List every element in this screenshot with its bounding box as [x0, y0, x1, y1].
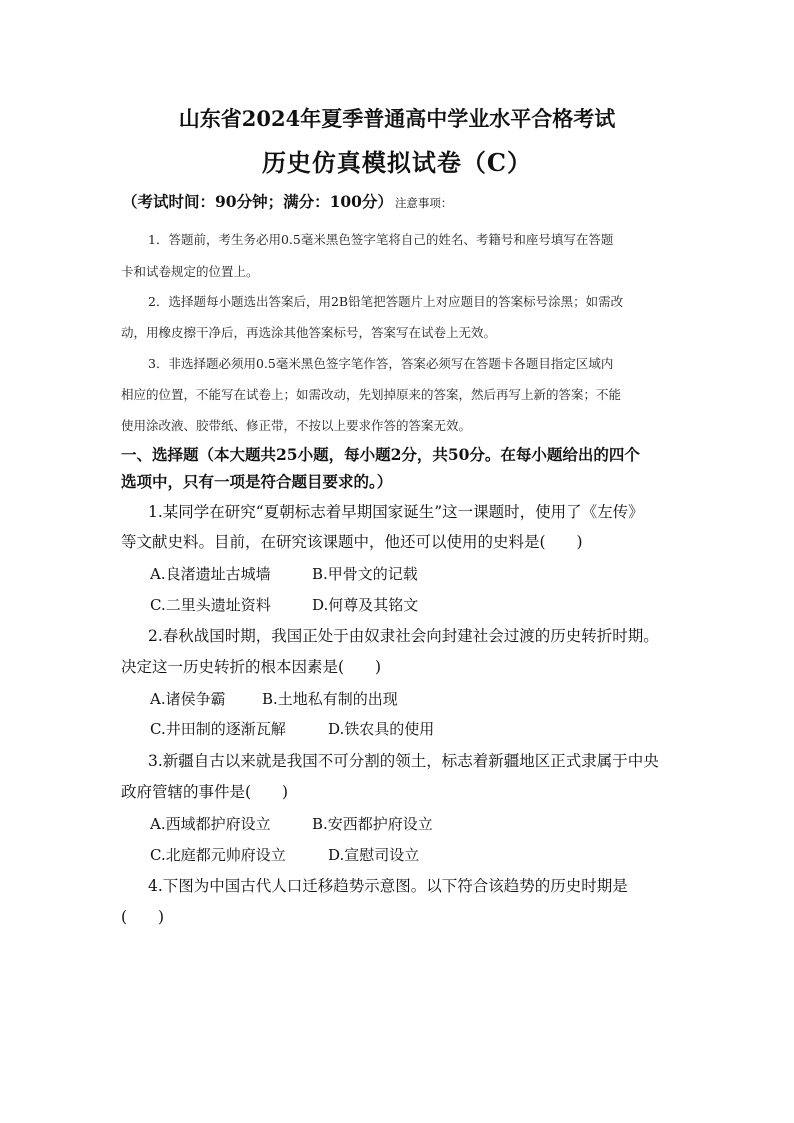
question-1-stem-line-2: 等文献史料。目前，在研究该课题中，他还可以使用的史料是( ) [121, 533, 583, 551]
question-2-stem-line-2: 决定这一历史转折的根本因素是( ) [121, 658, 382, 676]
question-3-option-b: B.安西都护府设立 [312, 815, 433, 833]
question-4-stem-line-2: ( ) [121, 908, 165, 926]
question-4-stem-line-1: 4.下图为中国古代人口迁移趋势示意图。以下符合该趋势的历史时期是 [148, 877, 628, 895]
question-3-option-d: D.宣慰司设立 [328, 846, 420, 864]
notes-label: 注意事项： [394, 196, 453, 210]
notice-3-line-3: 使用涂改液、胶带纸、修正带，不按以上要求作答的答案无效。 [121, 418, 472, 433]
exam-time-score: （考试时间：90分钟；满分：100分） [122, 192, 393, 211]
notice-2-line-1: 2．选择题每小题选出答案后，用2B铅笔把答题片上对应题目的答案标号涂黑；如需改 [148, 294, 624, 309]
question-3-stem-line-2: 政府管辖的事件是( ) [121, 783, 289, 801]
question-3-option-a: A.西域都护府设立 [150, 815, 271, 833]
exam-info-line [122, 190, 452, 212]
notice-3-line-2: 相应的位置，不能写在试卷上；如需改动，先划掉原来的答案，然后再写上新的答案；不能 [121, 387, 622, 402]
notice-2-line-2: 动，用橡皮擦干净后，再选涂其他答案标号，答案写在试卷上无效。 [121, 325, 497, 340]
question-1-option-a: A.良渚遗址古城墙 [150, 565, 271, 583]
question-1-option-b: B.甲骨文的记载 [312, 565, 418, 583]
section-heading-line-2: 选项中，只有一项是符合题目要求的。） [121, 472, 393, 491]
exam-title: 山东省2024年夏季普通高中学业水平合格考试 [178, 106, 616, 131]
question-3-option-c: C.北庭都元帅府设立 [150, 846, 286, 864]
question-1-option-c: C.二里头遗址资料 [150, 596, 271, 614]
question-2-stem-line-1: 2.春秋战国时期，我国正处于由奴隶社会向封建社会过渡的历史转折时期。 [148, 627, 659, 645]
question-2-option-c: C.井田制的逐渐瓦解 [150, 720, 286, 738]
paper-subtitle: 历史仿真模拟试卷（C） [261, 148, 533, 177]
section-heading-line-1: 一、选择题（本大题共25小题，每小题2分，共50分。在每小题给出的四个 [121, 445, 640, 464]
question-1-stem-line-1: 1.某同学在研究“夏朝标志着早期国家诞生”这一课题时，使用了《左传》 [148, 503, 644, 521]
question-1-option-d: D.何尊及其铭文 [312, 596, 419, 614]
question-3-stem-line-1: 3.新疆自古以来就是我国不可分割的领土，标志着新疆地区正式隶属于中央 [148, 752, 659, 770]
question-2-option-b: B.土地私有制的出现 [262, 690, 398, 708]
question-2-option-a: A.诸侯争霸 [150, 690, 226, 708]
notice-1-line-1: 1．答题前，考生务必用0.5毫米黑色签字笔将自己的姓名、考籍号和座号填写在答题 [148, 232, 614, 247]
question-2-option-d: D.铁农具的使用 [328, 720, 435, 738]
notice-3-line-1: 3．非选择题必须用0.5毫米黑色签字笔作答，答案必须写在答题卡各题目指定区域内 [148, 356, 614, 371]
notice-1-line-2: 卡和试卷规定的位置上。 [121, 264, 259, 279]
